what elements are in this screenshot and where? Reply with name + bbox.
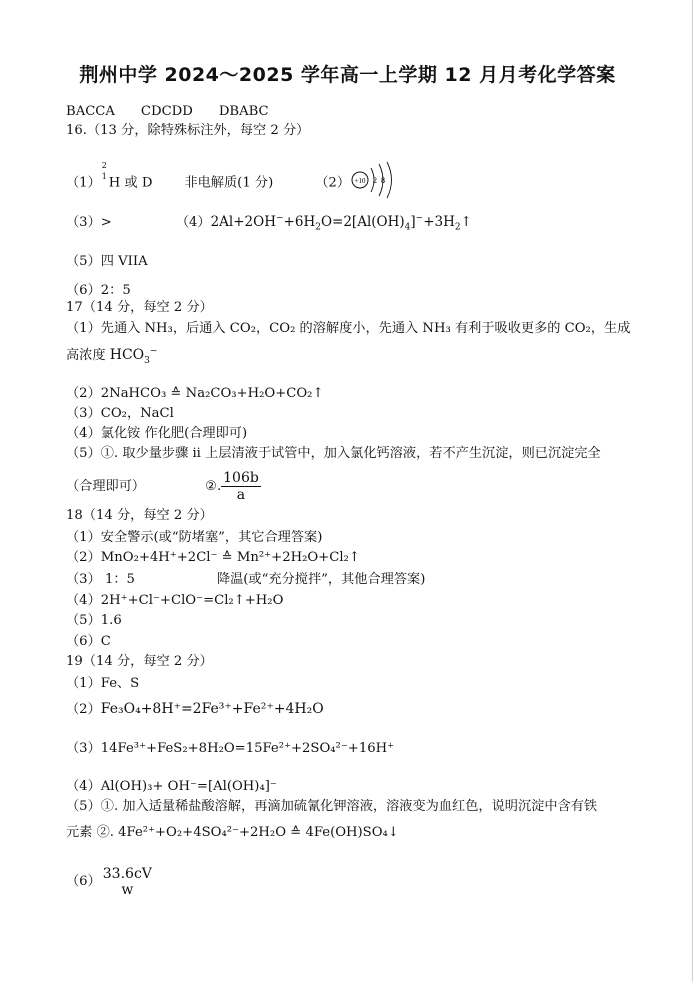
eq-part-a: 2Al+2OH: [210, 214, 276, 230]
eq-part-e: +3H: [423, 214, 455, 230]
mc-group-3: DBABC: [218, 104, 269, 119]
q16-p1-rest: 或 D: [120, 175, 153, 191]
q19-p2-label: （2）: [66, 702, 101, 717]
q18-heading: 18（14 分，每空 2 分）: [66, 508, 213, 523]
q17-heading: 17（14 分，每空 2 分）: [66, 300, 213, 315]
q19-fraction: [101, 866, 154, 898]
q16-part1: [66, 160, 402, 206]
q17-p5c: ②.: [205, 478, 222, 494]
eq-part-d: ]: [410, 214, 416, 230]
q18-p3b: 降温(或“充分搅拌”，其他合理答案): [216, 572, 426, 587]
q19-part6: [66, 866, 154, 898]
q18-part2: （2）MnO₂+4H⁺+2Cl⁻ ≙ Mn²⁺+2H₂O+Cl₂↑: [66, 550, 360, 565]
q19-fraction-numerator: 33.6cV: [102, 866, 152, 882]
q19-part2: [66, 700, 324, 719]
atom-shell-2: 8: [381, 176, 386, 185]
eq-part-f: ↑: [460, 214, 472, 230]
mc-group-2: CDCDD: [140, 104, 193, 119]
atom-nucleus-charge: +10: [354, 177, 366, 185]
q17-part2: （2）2NaHCO₃ ≙ Na₂CO₃+H₂O+CO₂↑: [66, 386, 324, 401]
q17-fraction-denominator: a: [236, 487, 246, 503]
q17-part5-line2: [66, 470, 261, 503]
q16-mass-number: 2: [101, 161, 107, 170]
q18-part6: （6）C: [66, 634, 111, 649]
page-edge-divider: [692, 0, 693, 982]
ion-subscript: 3: [144, 355, 150, 366]
q19-part3: （3）14Fe³⁺+FeS₂+8H₂O=15Fe²⁺+2SO₄²⁻+16H⁺: [66, 741, 395, 756]
q18-part3: [66, 571, 425, 589]
q18-part5: （5）1.6: [66, 613, 122, 628]
bicarbonate-ion: $HCO_3^-$: [109, 346, 158, 366]
q19-part5-line1: （5）①. 加入适量稀盐酸溶解，再滴加硫氰化钾溶液，溶液变为血红色，说明沉淀中含有铁: [66, 799, 598, 814]
q16-part6: （6）2：5: [66, 283, 131, 298]
q17-fraction-numerator: 106b: [223, 470, 259, 486]
q19-heading: 19（14 分，每空 2 分）: [66, 654, 213, 669]
q16-heading: 16.（13 分，除特殊标注外，每空 2 分）: [66, 123, 310, 138]
q16-part3-4: [66, 213, 472, 232]
q16-isotope-prefix: [101, 160, 109, 181]
q16-atomic-number: 1: [101, 172, 107, 181]
q19-part1: （1）Fe、S: [66, 676, 140, 691]
q16-element-symbol: H: [108, 175, 121, 191]
q18-part1: （1）安全警示(或“防堵塞”，其它合理答案): [66, 530, 323, 545]
q17-part5-line1: （5）①. 取少量步骤 ii 上层清液于试管中，加入氯化钙溶液，若不产生沉淀，则已沉淀完全: [66, 446, 601, 461]
q17-part1-line2: [66, 346, 157, 365]
q17-fraction: [221, 470, 261, 503]
q19-p2-equation: Fe₃O₄+8H⁺=2Fe³⁺+Fe²⁺+4H₂O: [100, 701, 324, 717]
ion-formula: HCO: [109, 347, 145, 363]
atom-shell-1: 2: [373, 176, 378, 185]
q17-part3: （3）CO₂，NaCl: [66, 406, 174, 421]
q17-p1b-prefix: 高浓度: [66, 348, 110, 363]
eq-part-c: O=2[Al(OH): [320, 214, 405, 230]
q16-p2-label: （2）: [315, 175, 351, 191]
mc-answers: [66, 103, 269, 121]
q17-p5b: （合理即可）: [66, 478, 146, 494]
q18-p3a: （3） 1：5: [66, 572, 135, 587]
q17-part1-line1: （1）先通入 NH₃，后通入 CO₂，CO₂ 的溶解度小，先通入 NH₃ 有利于吸收更多的 CO₂，生成: [66, 321, 631, 336]
q19-fraction-denominator: w: [121, 882, 134, 898]
q16-p1-answer-b: 非电解质(1 分): [184, 175, 274, 191]
q16-p4-label: （4）: [175, 215, 211, 230]
eq-part-b: +6H: [283, 214, 316, 230]
q16-p3: （3）>: [66, 215, 112, 230]
q18-part4: （4）2H⁺+Cl⁻+ClO⁻=Cl₂↑+H₂O: [66, 593, 284, 608]
q19-part5-line2: 元素 ②. 4Fe²⁺+O₂+4SO₄²⁻+2H₂O ≙ 4Fe(OH)SO₄↓: [66, 825, 399, 840]
q17-part4: （4）氯化铵 作化肥(合理即可): [66, 426, 248, 441]
q19-part4: （4）Al(OH)₃+ OH⁻=[Al(OH)₄]⁻: [66, 779, 277, 794]
q16-p1-label: （1）: [66, 175, 101, 191]
q16-part5: （5）四 VIIA: [66, 254, 148, 269]
page-title: 荆州中学 2024～2025 学年高一上学期 12 月月考化学答案: [79, 64, 616, 86]
q16-p4-equation: $2Al+2OH^-+6H_2O=2[Al(OH)_4]^-+3H_2↑$: [210, 213, 472, 233]
atomic-structure-diagram: [350, 160, 402, 206]
mc-group-1: BACCA: [66, 104, 115, 119]
q19-p6-label: （6）: [66, 874, 101, 889]
